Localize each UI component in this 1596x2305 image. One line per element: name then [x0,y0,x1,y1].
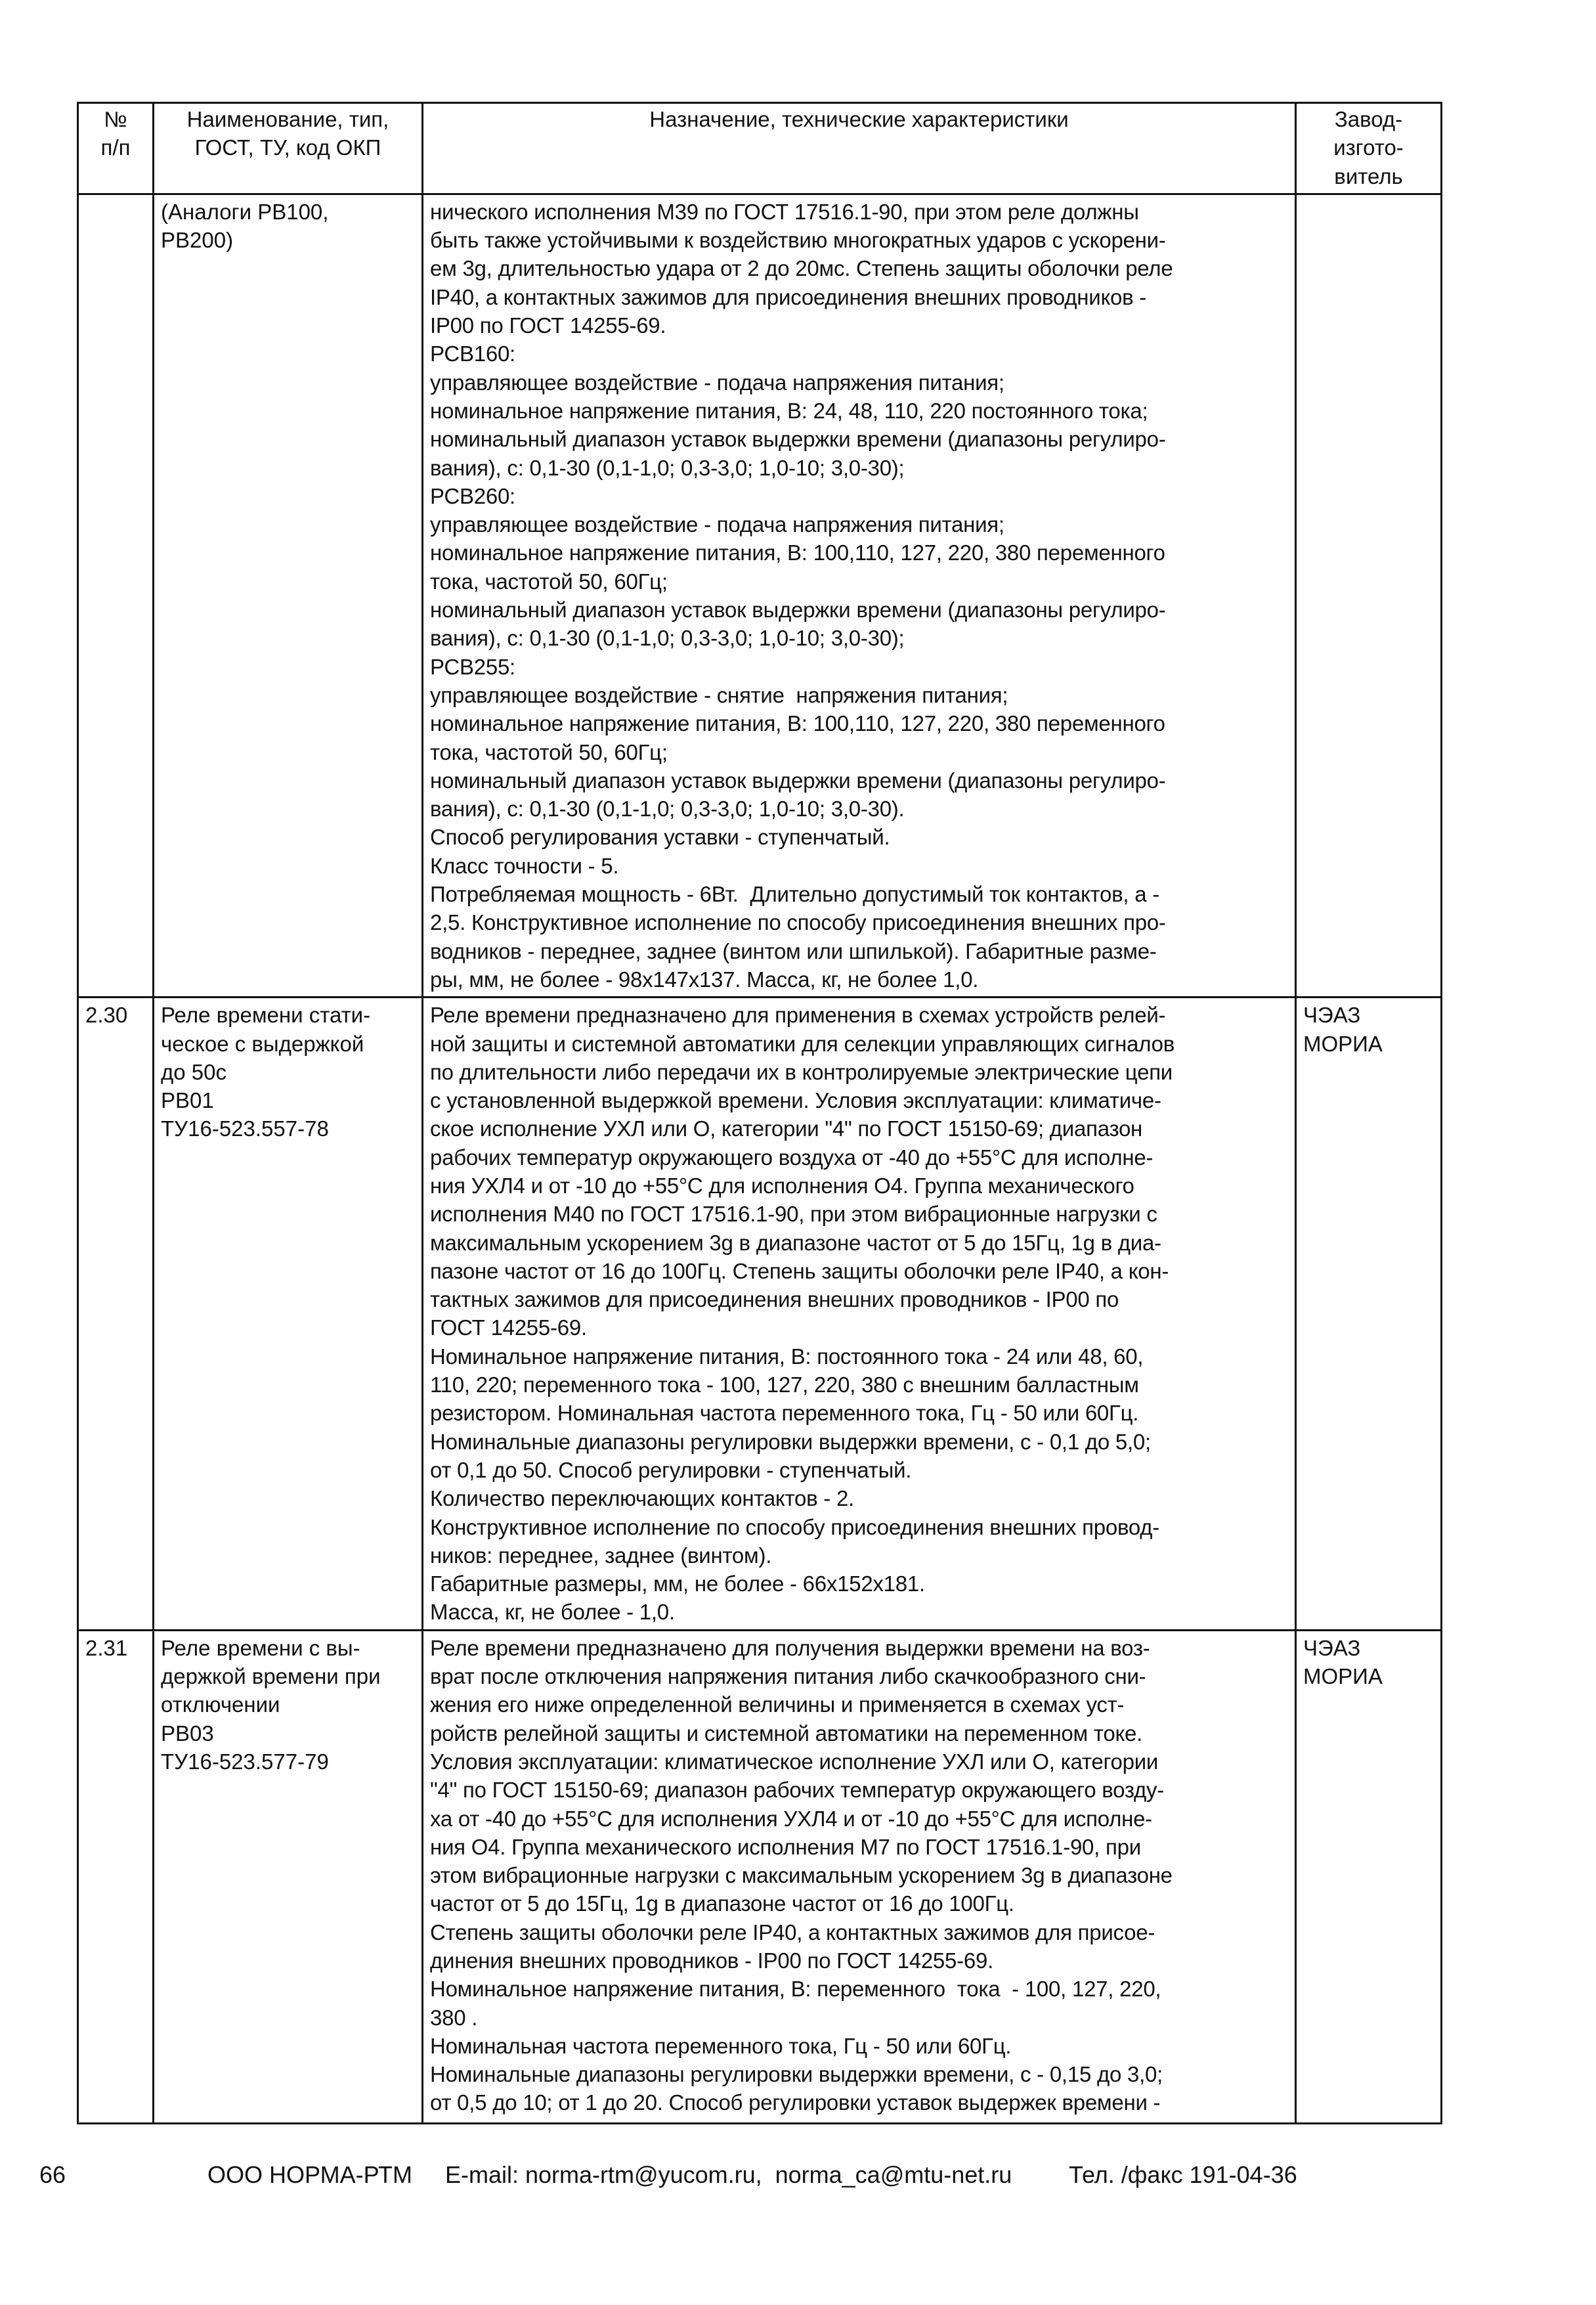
cell-characteristics-line: управляющее воздействие - подача напряжения питания; [430,370,1004,395]
header-manufacturer-line: витель [1334,164,1403,188]
header-name [154,103,423,194]
cell-characteristics-line: вания), с: 0,1-30 (0,1-1,0; 0,3-3,0; 1,0-10; 3,0-30); [430,626,905,651]
cell-name-line: Реле времени с вы- [161,1635,360,1660]
catalog-table [77,102,1442,2124]
cell-number [78,1630,154,2123]
cell-characteristics-line: тока, частотой 50, 60Гц; [430,569,668,594]
cell-number-line: 2.30 [85,1003,128,1028]
cell-name [154,194,423,997]
header-manufacturer [1296,103,1442,194]
cell-characteristics-line: РСВ260: [430,483,515,508]
cell-characteristics-line: управляющее воздействие - снятие напряжения питания; [430,682,1008,707]
header-number [78,103,154,194]
cell-characteristics-line: РСВ255: [430,654,515,679]
cell-characteristics-line: ха от -40 до +55°С для исполнения УХЛ4 и от -10 до +55°С для исполне- [430,1806,1152,1831]
footer-email: E-mail: norma-rtm@yucom.ru, norma_ca@mtu-net.ru [445,2161,1012,2188]
cell-characteristics-line: водников - переднее, заднее (винтом или шпилькой). Габаритные разме- [430,938,1157,963]
cell-characteristics-line: этом вибрационные нагрузки с максимальным ускорением 3g в диапазоне [430,1863,1173,1888]
cell-name-line: Реле времени стати- [161,1003,371,1028]
table-body [78,194,1442,2123]
cell-characteristics-line: 2,5. Конструктивное исполнение по способу присоединения внешних про- [430,910,1166,935]
cell-characteristics-line: вания), с: 0,1-30 (0,1-1,0; 0,3-3,0; 1,0-10; 3,0-30). [430,797,905,822]
footer-phone: Тел. /факс 191-04-36 [1069,2161,1297,2188]
table-header-row [78,103,1442,194]
cell-characteristics-line: динения внешних проводников - IP00 по ГОСТ 14255-69. [430,1948,993,1973]
footer-company: ООО НОРМА-РТМ [207,2161,412,2188]
cell-manufacturer [1296,998,1442,1631]
cell-characteristics-line: Номинальные диапазоны регулировки выдержки времени, с - 0,15 до 3,0; [430,2062,1163,2087]
header-name-line: ГОСТ, ТУ, код ОКП [194,135,381,160]
cell-name-line: РВ200) [161,228,234,253]
cell-characteristics-line: номинальный диапазон уставок выдержки времени (диапазоны регулиро- [430,598,1166,623]
cell-characteristics-line: Номинальное напряжение питания, В: постоянного тока - 24 или 48, 60, [430,1344,1144,1369]
cell-characteristics-line: ния УХЛ4 и от -10 до +55°С для исполнения О4. Группа механического [430,1173,1134,1198]
cell-number [78,998,154,1631]
cell-characteristics-line: Масса, кг, не более - 1,0. [430,1600,675,1625]
cell-characteristics-line: ем 3g, длительностью удара от 2 до 20мс. Степень защиты оболочки реле [430,256,1173,281]
cell-characteristics-line: исполнения М40 по ГОСТ 17516.1-90, при этом вибрационные нагрузки с [430,1202,1157,1227]
header-manufacturer-line: изгото- [1333,135,1404,160]
cell-name-line: РВ03 [161,1721,214,1745]
header-characteristics-line: Назначение, технические характеристики [649,107,1069,131]
cell-characteristics-line: РСВ160: [430,341,515,366]
cell-characteristics-line: ников: переднее, заднее (винтом). [430,1543,772,1568]
header-number-line: п/п [100,135,131,160]
cell-characteristics-line: Номинальные диапазоны регулировки выдержки времени, с - 0,1 до 5,0; [430,1429,1151,1454]
table-row [78,194,1442,997]
cell-characteristics-line: управляющее воздействие - подача напряжения питания; [430,512,1004,537]
cell-characteristics [423,1630,1296,2123]
cell-name-line: держкой времени при [161,1664,381,1689]
cell-manufacturer-line: ЧЭАЗ [1303,1003,1361,1028]
cell-characteristics-line: IP00 по ГОСТ 14255-69. [430,313,666,338]
cell-characteristics-line: тока, частотой 50, 60Гц; [430,739,668,764]
header-manufacturer-line: Завод- [1334,107,1403,131]
cell-characteristics-line: максимальным ускорением 3g в диапазоне частот от 5 до 15Гц, 1g в диа- [430,1230,1161,1255]
cell-characteristics-line: ния О4. Группа механического исполнения М7 по ГОСТ 17516.1-90, при [430,1834,1141,1859]
cell-characteristics-line: ское исполнение УХЛ или О, категории "4" по ГОСТ 15150-69; диапазон [430,1116,1143,1141]
cell-characteristics-line: жения его ниже определенной величины и применяется в схемах уст- [430,1692,1125,1717]
cell-characteristics-line: ройств релейной защиты и системной автоматики на переменном токе. [430,1721,1143,1745]
cell-characteristics-line: 110, 220; переменного тока - 100, 127, 220, 380 с внешним балластным [430,1372,1139,1397]
cell-characteristics-line: Конструктивное исполнение по способу присоединения внешних провод- [430,1514,1159,1539]
cell-manufacturer [1296,194,1442,997]
cell-characteristics-line: от 0,1 до 50. Способ регулировки - ступенчатый. [430,1457,912,1482]
cell-characteristics-line: резистором. Номинальная частота переменного тока, Гц - 50 или 60Гц. [430,1401,1139,1426]
cell-characteristics-line: Реле времени предназначено для применения в схемах устройств релей- [430,1003,1166,1028]
cell-characteristics-line: пазоне частот от 16 до 100Гц. Степень защиты оболочки реле IP40, а кон- [430,1258,1169,1283]
cell-characteristics-line: Реле времени предназначено для получения выдержки времени на воз- [430,1635,1150,1660]
cell-characteristics-line: Количество переключающих контактов - 2. [430,1486,854,1511]
cell-name-line: ТУ16-523.557-78 [161,1116,329,1141]
cell-characteristics-line: IP40, а контактных зажимов для присоединения внешних проводников - [430,284,1147,309]
cell-manufacturer-line: МОРИА [1303,1664,1383,1689]
cell-name [154,998,423,1631]
cell-characteristics-line: по длительности либо передачи их в контролируемые электрические цепи [430,1059,1173,1084]
cell-characteristics-line: рабочих температур окружающего воздуха от -40 до +55°С для исполне- [430,1145,1154,1170]
cell-characteristics-line: номинальный диапазон уставок выдержки времени (диапазоны регулиро- [430,427,1166,452]
cell-name [154,1630,423,2123]
cell-characteristics-line: врат после отключения напряжения питания либо скачкообразного сни- [430,1664,1146,1689]
cell-manufacturer-line: МОРИА [1303,1031,1383,1056]
table-row [78,998,1442,1631]
cell-characteristics-line: номинальное напряжение питания, В: 100,110, 127, 220, 380 переменного [430,540,1165,565]
page-number: 66 [39,2161,66,2188]
cell-manufacturer-line: ЧЭАЗ [1303,1635,1361,1660]
cell-characteristics-line: Класс точности - 5. [430,853,619,878]
cell-characteristics [423,998,1296,1631]
cell-characteristics-line: частот от 5 до 15Гц, 1g в диапазоне частот от 16 до 100Гц. [430,1891,1014,1916]
table-row [78,1630,1442,2123]
cell-characteristics-line: вания), с: 0,1-30 (0,1-1,0; 0,3-3,0; 1,0-10; 3,0-30); [430,455,905,480]
cell-characteristics-line: с установленной выдержкой времени. Условия эксплуатации: климатиче- [430,1088,1161,1113]
cell-characteristics-line: номинальный диапазон уставок выдержки времени (диапазоны регулиро- [430,768,1166,793]
cell-characteristics-line: Способ регулирования уставки - ступенчатый. [430,825,890,850]
cell-characteristics [423,194,1296,997]
cell-characteristics-line: от 0,5 до 10; от 1 до 20. Способ регулировки уставок выдержек времени - [430,2090,1161,2115]
cell-manufacturer [1296,1630,1442,2123]
cell-characteristics-line: Потребляемая мощность - 6Вт. Длительно допустимый ток контактов, а - [430,882,1160,907]
cell-characteristics-line: "4" по ГОСТ 15150-69; диапазон рабочих температур окружающего возду- [430,1778,1165,1803]
cell-characteristics-line: ной защиты и системной автоматики для селекции управляющих сигналов [430,1031,1175,1056]
cell-characteristics-line: нического исполнения М39 по ГОСТ 17516.1-90, при этом реле должны [430,199,1139,224]
cell-characteristics-line: номинальное напряжение питания, В: 100,110, 127, 220, 380 переменного [430,711,1165,736]
cell-name-line: до 50с [161,1059,226,1084]
cell-characteristics-line: Номинальное напряжение питания, В: переменного тока - 100, 127, 220, [430,1977,1161,2002]
cell-number [78,194,154,997]
cell-characteristics-line: Степень защиты оболочки реле IP40, а контактных зажимов для присое- [430,1920,1155,1944]
cell-name-line: отключении [161,1692,280,1717]
cell-characteristics-line: Номинальная частота переменного тока, Гц - 50 или 60Гц. [430,2033,1012,2058]
page-footer [26,2161,1536,2305]
cell-name-line: (Аналоги РВ100, [161,199,329,224]
cell-name-line: РВ01 [161,1088,214,1113]
cell-characteristics-line: номинальное напряжение питания, В: 24, 48, 110, 220 постоянного тока; [430,398,1148,423]
cell-characteristics-line: Габаритные размеры, мм, не более - 66х152х181. [430,1571,925,1596]
header-name-line: Наименование, тип, [186,107,389,131]
cell-characteristics-line: быть также устойчивыми к воздействию многократных ударов с ускорени- [430,228,1166,253]
cell-number-line: 2.31 [85,1635,128,1660]
cell-characteristics-line: Условия эксплуатации: климатическое исполнение УХЛ или О, категории [430,1749,1159,1774]
cell-characteristics-line: ГОСТ 14255-69. [430,1315,587,1340]
cell-name-line: ТУ16-523.577-79 [161,1749,329,1774]
cell-name-line: ческое с выдержкой [161,1031,364,1056]
cell-characteristics-line: тактных зажимов для присоединения внешних проводников - IP00 по [430,1287,1119,1312]
header-number-line: № [104,107,127,131]
header-characteristics [423,103,1296,194]
cell-characteristics-line: 380 . [430,2005,478,2030]
cell-characteristics-line: ры, мм, не более - 98х147х137. Масса, кг, не более 1,0. [430,967,979,992]
